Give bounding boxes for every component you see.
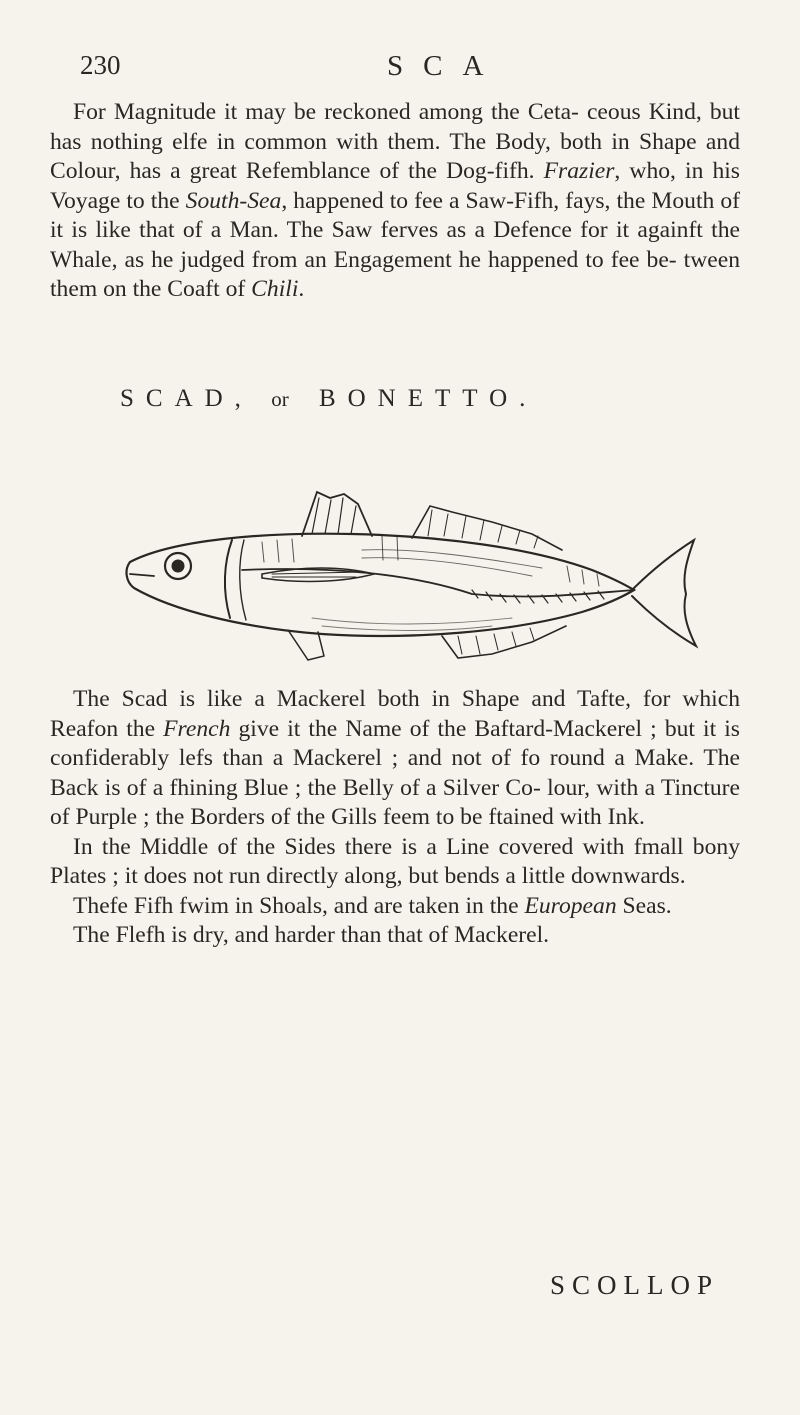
heading-scad: SCAD, (120, 385, 253, 412)
paragraph-scad-appearance: The Scad is like a Mackerel both in Shape and Tafte, for which Reafon the French give it the Name of the Baftard-Mackerel ; but it is confiderably lefs than a Mackerel ; and not of fo round a Make. The Back is of a fhining Blue ; the Belly of a Silver Co- lour, with a Tincture of Purple ; the Borders of the Gills feem to be ftained with Ink. (50, 686, 740, 830)
scad-fish-icon (112, 470, 702, 670)
paragraph-shoals: Thefe Fifh fwim in Shoals, and are taken in the European Seas. (73, 892, 672, 919)
section-heading (120, 385, 537, 413)
running-head: SCA (387, 50, 504, 82)
place-european: European (524, 892, 617, 919)
paragraph-saw-fish: For Magnitude it may be reckoned among the Ceta- ceous Kind, but has nothing elfe in common with them. The Body, both in Shape and Colour, has a great Refemblance of the Dog-fifh. Frazier, who, in his Voyage to the South-Sea, happened to fee a Saw-Fifh, fays, the Mouth of it is like that of a Man. The Saw ferves as a Defence for it againft the Whale, as he judged from an Engagement he happened to fee be- tween them on the Coaft of Chili. (50, 99, 741, 302)
page-header (80, 50, 760, 90)
paragraph-lateral-line: In the Middle of the Sides there is a Line covered with fmall bony Plates ; it does not run directly along, but bends a little downwards. (50, 833, 740, 889)
catchword: SCOLLOP (550, 1270, 720, 1300)
name-french: French (163, 715, 231, 742)
page-number: 230 (80, 50, 121, 80)
heading-bonetto: BONETTO. (318, 385, 538, 412)
paragraph-flesh: The Flefh is dry, and harder than that of Mackerel. (73, 922, 550, 948)
name-frazier: Frazier (543, 158, 615, 184)
scad-description (50, 685, 740, 951)
heading-or: or (271, 387, 289, 411)
place-chili: Chili (251, 276, 299, 302)
place-south-sea: South-Sea (185, 187, 282, 214)
